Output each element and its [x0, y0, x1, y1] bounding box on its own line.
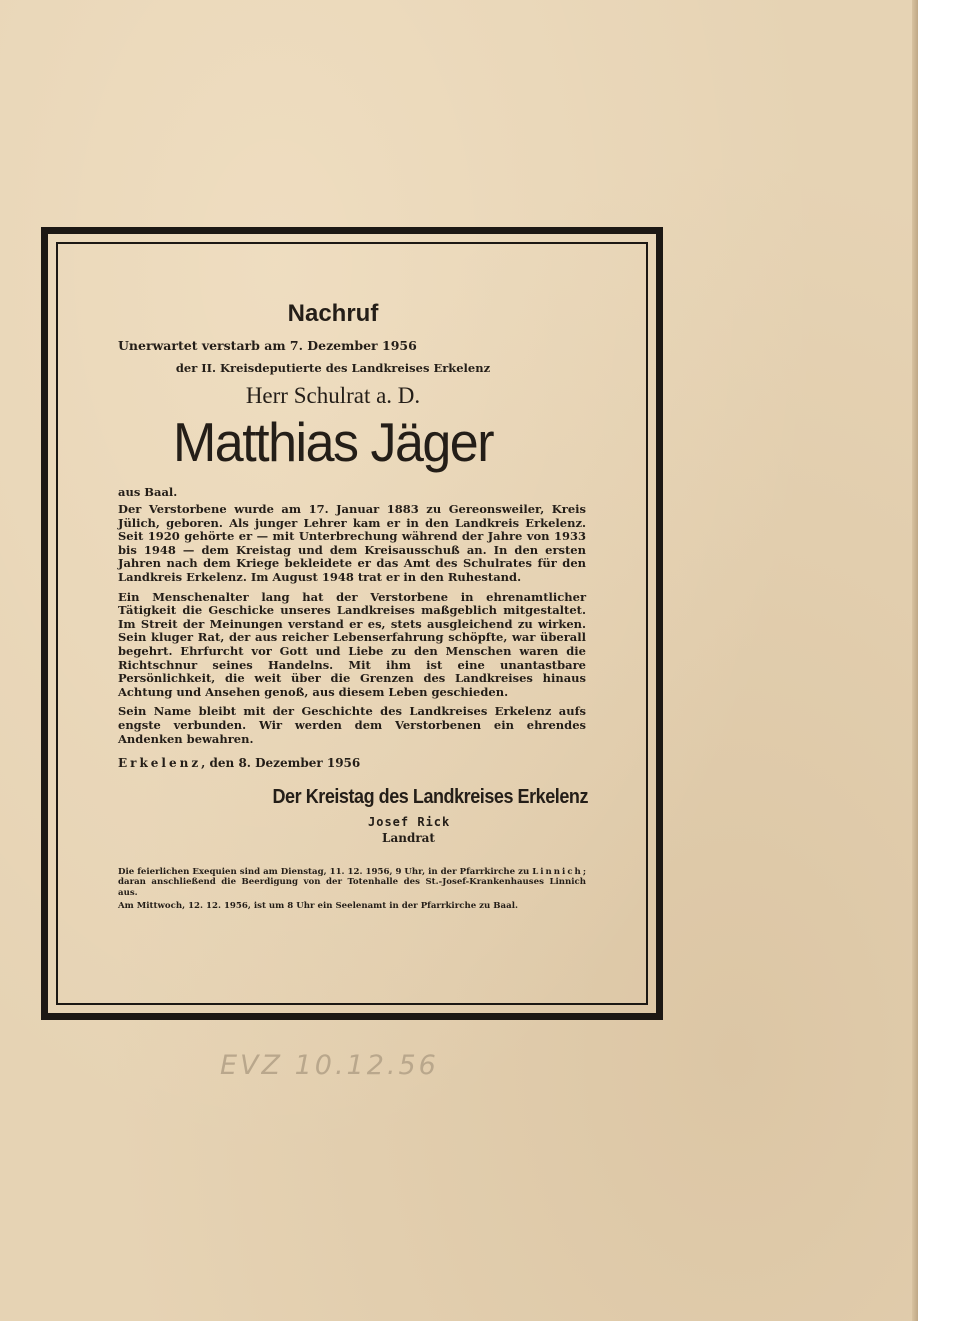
deceased-name: Matthias Jäger — [172, 412, 494, 474]
place-date-line — [118, 756, 588, 770]
obituary-title: Nachruf — [287, 300, 379, 327]
signatory-name: Josef Rick — [368, 815, 451, 830]
closing-paragraph: Sein Name bleibt mit der Geschichte des Landkreises Erkelenz aufs engste verbunden. Wir werden dem Verstorbenen ein ehrendes Andenken bewahren. — [118, 704, 586, 746]
issuing-organization: Der Kreistag des Landkreises Erkelenz — [272, 786, 588, 809]
deceased-honorific: Herr Schulrat a. D. — [245, 383, 421, 408]
deceased-position: der II. Kreisdeputierte des Landkreises Erkelenz — [175, 361, 491, 375]
date-text: , den 8. Dezember 1956 — [201, 756, 361, 771]
signatory-role: Landrat — [382, 831, 435, 846]
death-announcement: Unerwartet verstarb am 7. Dezember 1956 — [118, 338, 417, 353]
exequien-note — [118, 867, 586, 898]
handwritten-source-note: EVZ 10.12.56 — [220, 1050, 439, 1081]
paper-edge — [912, 0, 918, 1321]
deceased-origin: aus Baal. — [118, 485, 178, 499]
exequien-town: Linnich — [532, 867, 583, 878]
exequien-text-start: Die feierlichen Exequien sind am Dienstag, 11. 12. 1956, 9 Uhr, in der Pfarrkirche zu — [118, 867, 533, 878]
seelenamt-note: Am Mittwoch, 12. 12. 1956, ist um 8 Uhr ein Seelenamt in der Pfarrkirche zu Baal. — [118, 900, 518, 911]
tribute-paragraph: Ein Menschenalter lang hat der Verstorbene in ehrenamtlicher Tätigkeit die Geschicke unseres Landkreises maßgeblich mitgestaltet. Im Streit der Meinungen verstand er es, stets ausgleichend zu wirken. Sein kluger Rat, der aus reicher Lebenserfahrung schöpfte, war überall begehrt. Ehrfurcht vor Gott und Liebe zu den Menschen waren die Richtschnur seines Handelns. Mit ihm ist eine unantastbare Persönlichkeit, die weit über die Grenzen des Landkreises hinaus Achtung und Ansehen genoß, aus diesem Leben geschieden. — [118, 589, 586, 699]
biography-paragraph: Der Verstorbene wurde am 17. Januar 1883 zu Gereonsweiler, Kreis Jülich, geboren. Als junger Lehrer kam er in den Landkreis Erkelenz. Seit 1920 gehörte er — mit Unterbrechung während der Jahre von 1933 bis 1948 — dem Kreistag und dem Kreisausschuß an. In den ersten Jahren nach dem Kriege bekleidete er das Amt des Schulrates für den Landkreis Erkelenz. Im August 1948 trat er in den Ruhestand. — [118, 502, 586, 584]
place-name: Erkelenz — [118, 756, 202, 771]
obituary-content — [78, 300, 588, 914]
exequien-text-end: ; daran anschließend die Beerdigung von der Totenhalle des St.-Josef-Krankenhauses Linnich aus. — [118, 867, 586, 898]
